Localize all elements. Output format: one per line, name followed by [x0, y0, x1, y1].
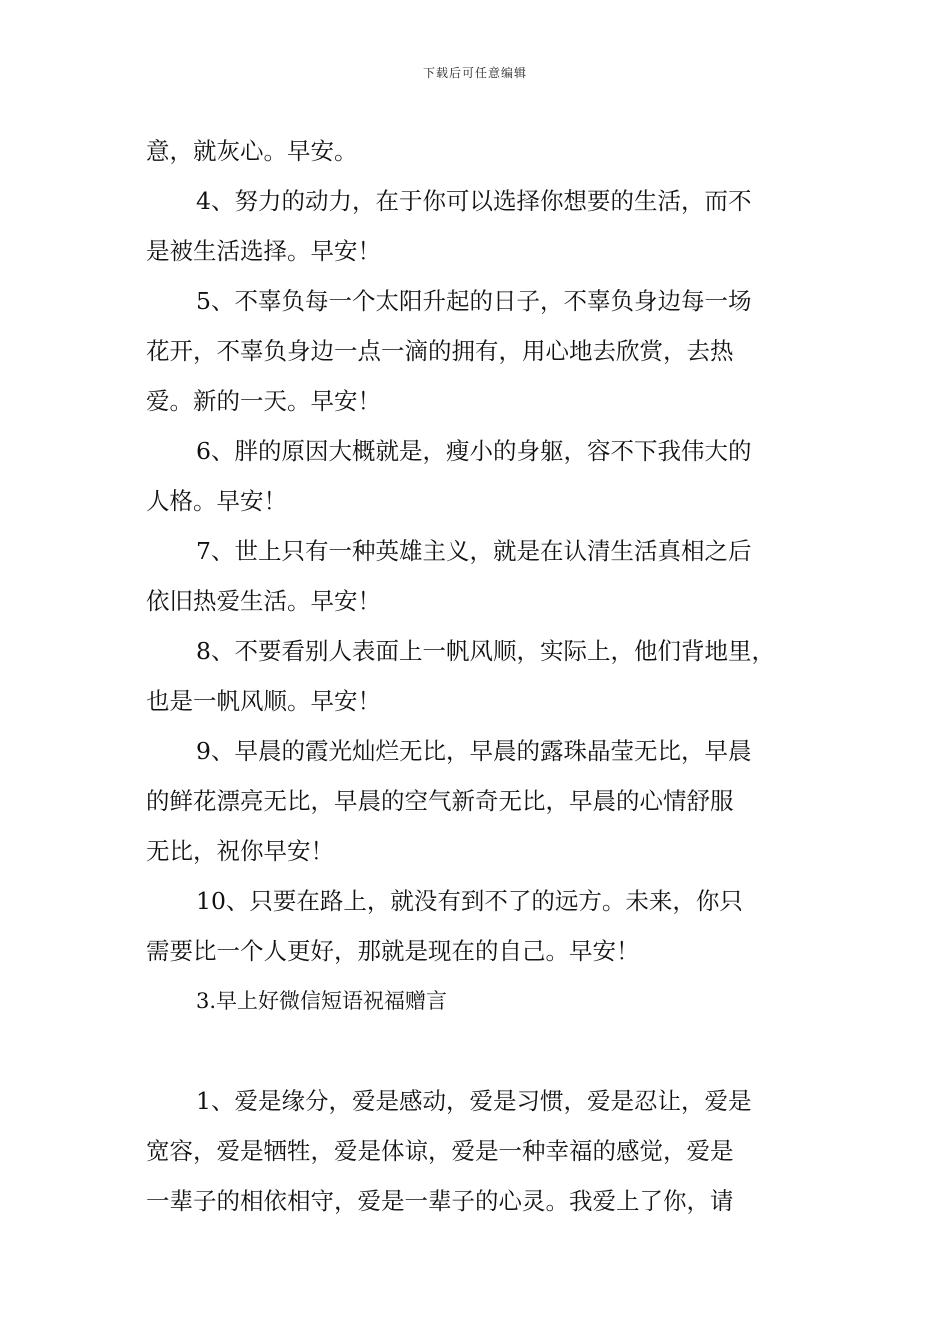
text-line: 需要比一个人更好，那就是现在的自己。早安！: [146, 937, 640, 965]
section-heading: 3.早上好微信短语祝福赠言: [196, 989, 448, 1013]
paragraph-line: 1、爱是缘分，爱是感动，爱是习惯，爱是忍让，爱是: [196, 1087, 752, 1115]
text-line: 依旧热爱生活。早安！: [146, 587, 381, 615]
paragraph-line: 7、世上只有一种英雄主义，就是在认清生活真相之后: [196, 537, 752, 565]
paragraph-line: 6、胖的原因大概就是，瘦小的身躯，容不下我伟大的: [196, 437, 752, 465]
spacer: [146, 1026, 808, 1076]
text-line: 意，就灰心。早安。: [146, 137, 358, 165]
paragraph-line: 4、努力的动力，在于你可以选择你想要的生活，而不: [196, 187, 752, 215]
paragraph-line: 10、只要在路上，就没有到不了的远方。未来，你只: [196, 887, 743, 915]
text-line: 也是一帆风顺。早安！: [146, 687, 381, 715]
text-line: 无比，祝你早安！: [146, 837, 334, 865]
text-line: 花开，不辜负身边一点一滴的拥有，用心地去欣赏，去热: [146, 337, 734, 365]
paragraph-line: 8、不要看别人表面上一帆风顺，实际上，他们背地里，: [196, 637, 775, 665]
text-line: 是被生活选择。早安！: [146, 237, 381, 265]
text-line: 爱。新的一天。早安！: [146, 387, 381, 415]
text-line: 的鲜花漂亮无比，早晨的空气新奇无比，早晨的心情舒服: [146, 787, 734, 815]
page-header: 下载后可任意编辑: [422, 66, 527, 80]
text-line: 一辈子的相依相守，爱是一辈子的心灵。我爱上了你，请: [146, 1187, 734, 1215]
paragraph-line: 5、不辜负每一个太阳升起的日子，不辜负身边每一场: [196, 287, 752, 315]
document-body: [146, 126, 808, 1226]
paragraph-line: 9、早晨的霞光灿烂无比，早晨的露珠晶莹无比，早晨: [196, 737, 752, 765]
text-line: 宽容，爱是牺牲，爱是体谅，爱是一种幸福的感觉，爱是: [146, 1137, 734, 1165]
text-line: 人格。早安！: [146, 487, 287, 515]
